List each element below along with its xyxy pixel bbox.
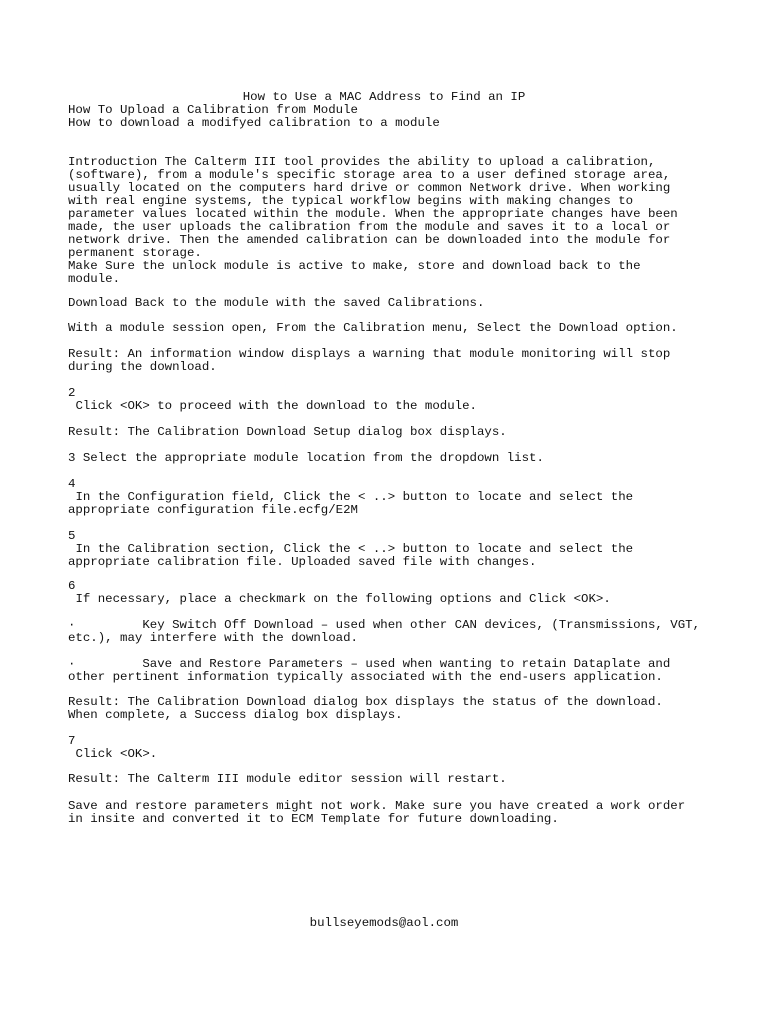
download-back-heading: Download Back to the module with the saved Calibrations.: [68, 296, 485, 310]
result-setup: Result: The Calibration Download Setup dialog box displays.: [68, 425, 507, 439]
step-3: 3 Select the appropriate module location from the dropdown list.: [68, 451, 544, 465]
intro-paragraph: Introduction The Calterm III tool provides the ability to upload a calibration, (software), from a module's specific storage area to a user defined storage area, usually located on the computers hard drive or common Network drive. When working with real engine systems, the typical workflow begins with making changes to parameter values located within the module. When the appropriate changes have been made, the user uploads the calibration from the module and saves it to a local or network drive. Then the amended calibration can be downloaded into the module for permanent storage. Make Sure the unlock module is active to make, store and download back to the module.: [68, 155, 678, 286]
bullet-key-switch: · Key Switch Off Download – used when other CAN devices, (Transmissions, VGT, etc.), may interfere with the download.: [68, 618, 701, 645]
step-7: 7 Click <OK>.: [68, 734, 158, 761]
page-title: How to Use a MAC Address to Find an IP: [242, 90, 526, 104]
step-5: 5 In the Calibration section, Click the < ..> button to locate and select the appropriate calibration file. Uploaded saved file with changes.: [68, 529, 634, 569]
result-status: Result: The Calibration Download dialog box displays the status of the download. When complete, a Success dialog box displays.: [68, 695, 663, 722]
step-6: 6 If necessary, place a checkmark on the following options and Click <OK>.: [68, 579, 611, 606]
subtitle-upload: How To Upload a Calibration from Module: [68, 103, 358, 117]
footer-email: bullseyemods@aol.com: [309, 916, 459, 930]
step-4: 4 In the Configuration field, Click the < ..> button to locate and select the appropriate configuration file.ecfg/E2M: [68, 477, 634, 517]
step-session: With a module session open, From the Calibration menu, Select the Download option.: [68, 321, 678, 335]
closing-note: Save and restore parameters might not work. Make sure you have created a work order in insite and converted it to ECM Template for future downloading.: [68, 799, 686, 826]
subtitle-download: How to download a modifyed calibration to a module: [68, 116, 440, 130]
step-2: 2 Click <OK> to proceed with the download to the module.: [68, 386, 477, 413]
result-restart: Result: The Calterm III module editor session will restart.: [68, 772, 507, 786]
bullet-save-restore: · Save and Restore Parameters – used when wanting to retain Dataplate and other pertinent information typically associated with the end-users application.: [68, 657, 671, 684]
result-warning: Result: An information window displays a warning that module monitoring will stop during the download.: [68, 347, 671, 374]
